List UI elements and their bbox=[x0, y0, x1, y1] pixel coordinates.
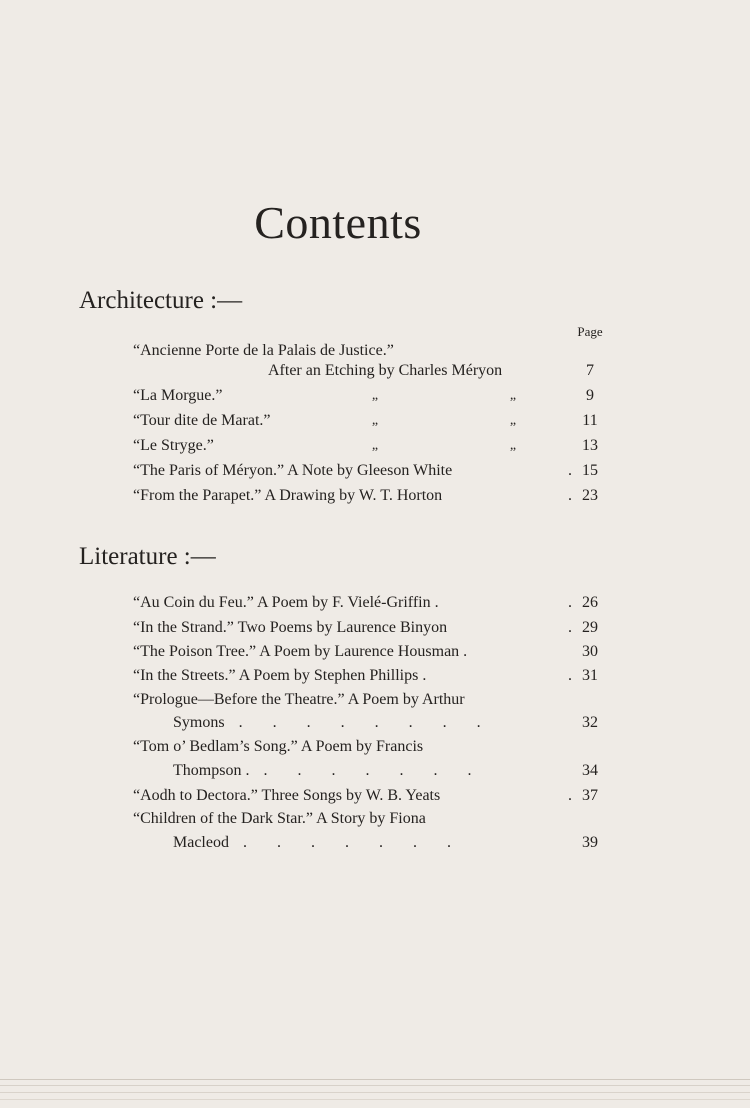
toc-entry-title: “Aodh to Dectora.” Three Songs by W. B. Yeats bbox=[133, 787, 441, 804]
toc-page-number: 39 bbox=[582, 834, 598, 851]
toc-entry bbox=[133, 384, 613, 408]
ditto-mark: „ bbox=[509, 438, 517, 453]
ditto-mark: „ bbox=[371, 388, 379, 403]
toc-entry bbox=[133, 664, 613, 688]
toc-entry-title: “Au Coin du Feu.” A Poem by F. Vielé-Griffin . bbox=[133, 594, 439, 611]
toc-entry-continuation bbox=[133, 359, 613, 383]
toc-entry bbox=[133, 434, 613, 458]
toc-page-number: 29 bbox=[582, 619, 598, 636]
toc-page-number: 31 bbox=[582, 667, 598, 684]
toc-page-number: 7 bbox=[586, 362, 594, 379]
toc-entry bbox=[133, 459, 613, 483]
ditto-mark: „ bbox=[509, 388, 517, 403]
page-edge-line bbox=[0, 1079, 750, 1080]
toc-entry bbox=[133, 484, 613, 508]
page-title: Contents bbox=[254, 197, 422, 248]
toc-entry bbox=[133, 409, 613, 433]
page-edge-line bbox=[0, 1085, 750, 1086]
toc-entry-title: “Ancienne Porte de la Palais de Justice.” bbox=[133, 342, 394, 359]
toc-entry bbox=[133, 735, 613, 759]
toc-entry bbox=[133, 807, 613, 831]
section-heading-literature: Literature :— bbox=[79, 543, 216, 570]
leader-dots: ....... bbox=[242, 834, 481, 851]
toc-entry-title: “Le Stryge.” bbox=[133, 437, 214, 454]
toc-entry-title: “In the Strand.” Two Poems by Laurence Binyon bbox=[133, 619, 448, 636]
toc-entry-continuation bbox=[133, 831, 613, 855]
ditto-mark: „ bbox=[509, 413, 517, 428]
toc-entry-continuation bbox=[133, 759, 613, 783]
toc-page-number: 34 bbox=[582, 762, 598, 779]
leader-dot: . bbox=[568, 462, 572, 479]
toc-entry bbox=[133, 591, 613, 615]
toc-page-number: 13 bbox=[582, 437, 598, 454]
toc-entry bbox=[133, 640, 613, 664]
leader-dot: . bbox=[568, 619, 572, 636]
page-column-label: Page bbox=[577, 324, 603, 339]
toc-page-number: 30 bbox=[582, 643, 598, 660]
toc-entry-author: Symons bbox=[173, 714, 225, 731]
leader-dots: ........ bbox=[238, 714, 511, 731]
toc-page-number: 11 bbox=[582, 412, 598, 429]
toc-entry bbox=[133, 688, 613, 712]
leader-dots: ....... bbox=[263, 762, 502, 779]
toc-entry-title: “Prologue—Before the Theatre.” A Poem by Arthur bbox=[133, 691, 465, 708]
toc-entry-title: “Tom o’ Bedlam’s Song.” A Poem by Francis bbox=[133, 738, 424, 755]
page-edge-line bbox=[0, 1092, 750, 1093]
toc-entry-continuation bbox=[133, 711, 613, 735]
section-heading-architecture: Architecture :— bbox=[79, 287, 243, 314]
leader-dot: . bbox=[568, 487, 572, 504]
toc-entry-title: “From the Parapet.” A Drawing by W. T. Horton bbox=[133, 487, 443, 504]
toc-page-number: 32 bbox=[582, 714, 598, 731]
toc-entry-title: “The Poison Tree.” A Poem by Laurence Housman . bbox=[133, 643, 468, 660]
ditto-mark: „ bbox=[371, 438, 379, 453]
toc-page-number: 15 bbox=[582, 462, 598, 479]
toc-entry-credit: After an Etching by Charles Méryon bbox=[268, 362, 503, 379]
leader-dot: . bbox=[568, 667, 572, 684]
toc-entry-title: “Children of the Dark Star.” A Story by Fiona bbox=[133, 810, 426, 827]
toc-entry-title: “The Paris of Méryon.” A Note by Gleeson White bbox=[133, 462, 453, 479]
leader-dot: . bbox=[568, 594, 572, 611]
toc-entry-author: Macleod bbox=[173, 834, 229, 851]
toc-page-number: 37 bbox=[582, 787, 598, 804]
toc-page-number: 9 bbox=[586, 387, 594, 404]
toc-entry bbox=[133, 616, 613, 640]
toc-entry bbox=[133, 784, 613, 808]
toc-page-number: 23 bbox=[582, 487, 598, 504]
toc-page-number: 26 bbox=[582, 594, 598, 611]
page-edge-line bbox=[0, 1099, 750, 1100]
toc-entry-author: Thompson . bbox=[173, 762, 250, 779]
toc-entry-title: “Tour dite de Marat.” bbox=[133, 412, 271, 429]
toc-entry-title: “In the Streets.” A Poem by Stephen Phillips . bbox=[133, 667, 427, 684]
leader-dot: . bbox=[568, 787, 572, 804]
toc-entry-title: “La Morgue.” bbox=[133, 387, 223, 404]
ditto-mark: „ bbox=[371, 413, 379, 428]
